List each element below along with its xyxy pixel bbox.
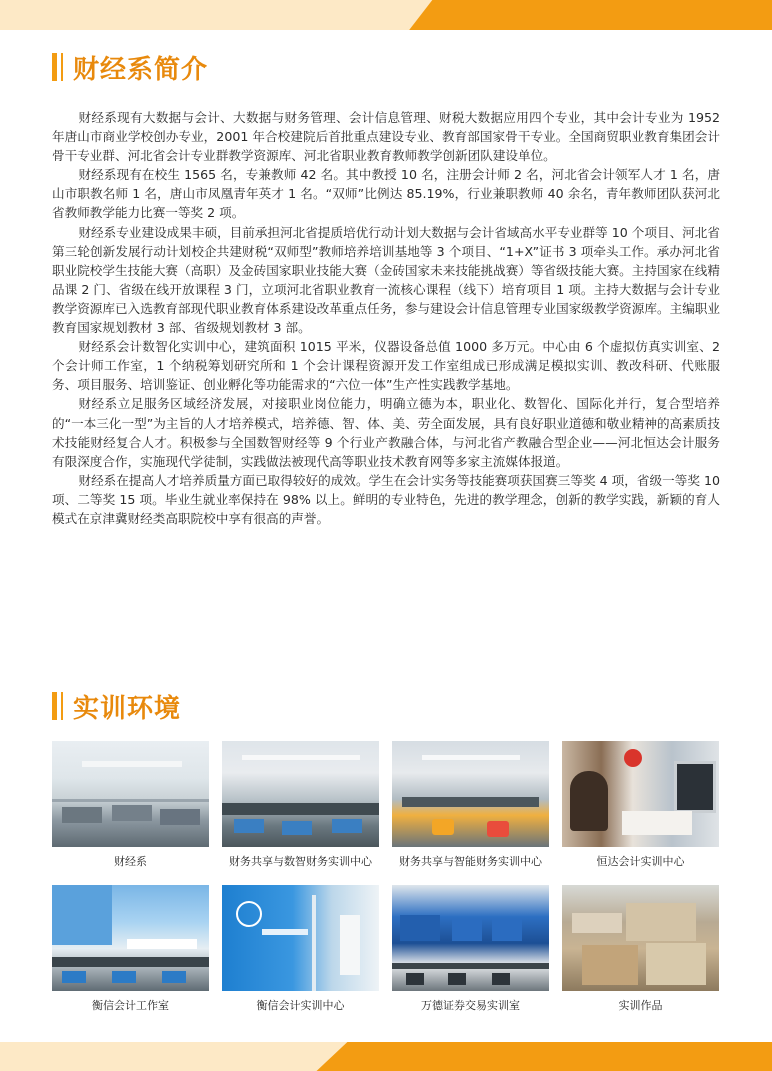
- photo-caption: 财务共享与数智财务实训中心: [229, 855, 372, 868]
- intro-paragraph: 财经系在提高人才培养质量方面已取得较好的成效。学生在会计实务等技能赛项获国赛三等奖 4 项，省级一等奖 10 项、二等奖 15 项。毕业生就业率保持在 98% 以上。鲜明的专业特色，先进的教学理念，创新的教学实践，新颖的育人模式在京津冀财经类高职院校中享有很高的声誉。: [52, 472, 720, 526]
- intro-paragraph: 财经系现有在校生 1565 名，专兼教师 42 名。其中教授 10 名，注册会计师 2 名，河北省会计领军人才 1 名，唐山市职教名师 1 名，唐山市凤凰青年英才 1 名。“双师”比例达 85.19%，行业兼职教师 40 余名，青年教师团队获河北省教师教学能力比赛一等奖 2 项。: [52, 167, 720, 221]
- lab-photo-icon: [222, 741, 379, 847]
- photo-caption: 衡信会计工作室: [92, 999, 169, 1012]
- gallery-item: [562, 741, 719, 869]
- intro-body: [52, 108, 720, 528]
- gallery-item: [392, 885, 549, 1013]
- gallery-item: [52, 885, 209, 1013]
- intro-title: 财经系简介: [73, 54, 209, 85]
- studio-photo-icon: [52, 885, 209, 991]
- gallery-item: [222, 741, 379, 869]
- photo-caption: 恒达会计实训中心: [596, 855, 685, 868]
- heading-bar-thin-icon: [61, 692, 63, 720]
- intro-paragraph: 财经系专业建设成果丰硕，目前承担河北省提质培优行动计划大数据与会计省域高水平专业群等 10 个项目、河北省第三轮创新发展行动计划校企共建财税“双师型”教师培养培训基地等 3 个项目、“1+X”证书 3 项牵头工作。承办河北省职业院校学生技能大赛（高职）及金砖国家职业技能大赛（金砖国家未来技能挑战赛）等省级技能大赛。主持国家在线精品课 2 门、省级在线开放课程 3 门，立项河北省职业教育一流核心课程（线下）培育项目 1 项。主持大数据与会计专业教学资源库已入选教育部现代职业教育体系建设改革重点任务，参与建设会计信息管理专业国家级教学资源库。主编职业教育国家规划教材 3 部、省级规划教材 3 部。: [52, 224, 720, 336]
- gallery-item: [222, 885, 379, 1013]
- gallery-item: [562, 885, 719, 1013]
- desk-photo-icon: [562, 741, 719, 847]
- section-heading-intro: [52, 50, 208, 84]
- photo-caption: 万德证券交易实训室: [421, 999, 520, 1012]
- gallery-item: [392, 741, 549, 869]
- photo-caption: 实训作品: [618, 999, 663, 1012]
- securities-lab-photo-icon: [392, 885, 549, 991]
- lab-photo-icon: [392, 741, 549, 847]
- heading-bar-icon: [52, 692, 57, 720]
- heading-bar-icon: [52, 53, 57, 81]
- photo-caption: 衡信会计实训中心: [256, 999, 345, 1012]
- gallery-item: [52, 741, 209, 869]
- photo-caption: 财务共享与智能财务实训中心: [399, 855, 542, 868]
- environment-title: 实训环境: [73, 693, 182, 724]
- top-decor-band: [0, 0, 772, 30]
- intro-paragraph: 财经系立足服务区域经济发展，对接职业岗位能力，明确立德为本，职业化、数智化、国际化并行，复合型培养的“一本三化一型”为主旨的人才培养模式，培养德、智、体、美、劳全面发展，具有良好职业道德和敬业精神的高素质技术技能财经复合人才。积极参与全国数智财经等 9 个行业产教融合体，与河北省产教融合型企业——河北恒达会计服务有限深度合作，实施现代学徒制，实践做法被现代高等职业技术教育网等多家主流媒体报道。: [52, 396, 720, 469]
- intro-paragraph: 财经系会计数智化实训中心，建筑面积 1015 平米，仪器设备总值 1000 多万元。中心由 6 个虚拟仿真实训室、2 个会计师工作室，1 个纳税筹划研究所和 1 个会计课程资源开发工作室组成已形成满足模拟实训、教改科研、代账服务、项目服务、培训鉴证、创业孵化等功能需求的“六位一体”生产性实践教学基地。: [52, 339, 720, 393]
- center-photo-icon: [222, 885, 379, 991]
- office-photo-icon: [52, 741, 209, 847]
- intro-paragraph: 财经系现有大数据与会计、大数据与财务管理、会计信息管理、财税大数据应用四个专业，其中会计专业为 1952 年唐山市商业学校创办专业，2001 年合校建院后首批重点建设专业、教育部国家骨干专业。全国商贸职业教育集团会计骨干专业群、河北省会计专业群教学资源库、河北省职业教育教师教学创新团队建设单位。: [52, 110, 720, 164]
- work-samples-photo-icon: [562, 885, 719, 991]
- bottom-decor-band: [0, 1042, 772, 1071]
- photo-caption: 财经系: [114, 855, 147, 868]
- section-heading-environment: [52, 689, 181, 723]
- heading-bar-thin-icon: [61, 53, 63, 81]
